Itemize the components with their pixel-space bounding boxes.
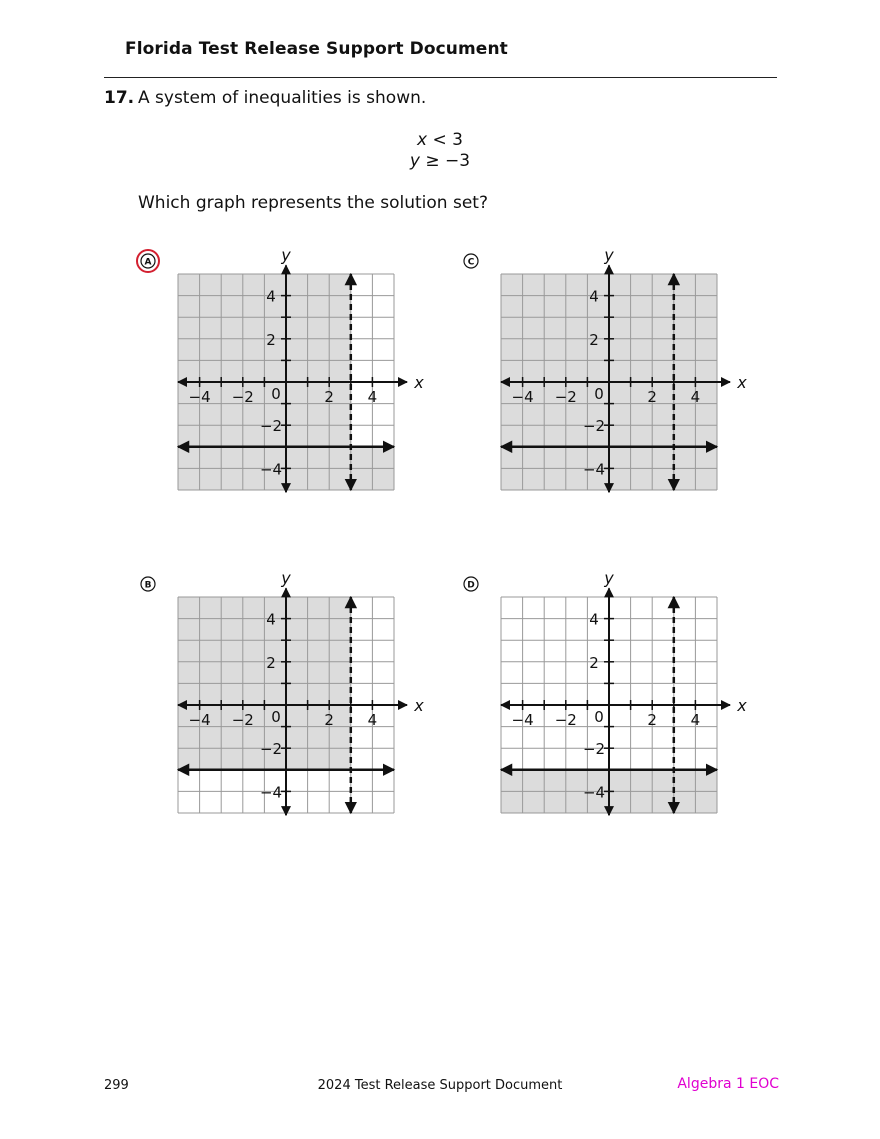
option-letter: C: [467, 257, 475, 268]
x-tick-label: 4: [367, 711, 378, 729]
origin-label: 0: [594, 385, 604, 403]
y-tick-label: 4: [266, 287, 276, 306]
x-tick-label: 4: [690, 388, 701, 406]
inequality-2-var: y: [409, 151, 420, 171]
y-tick-label: −2: [582, 740, 606, 759]
x-tick-label: −2: [554, 388, 577, 406]
option-letter: D: [467, 580, 475, 591]
footer-document-name: 2024 Test Release Support Document: [317, 1078, 563, 1093]
y-tick-label: 4: [589, 287, 599, 306]
origin-label: 0: [594, 708, 604, 726]
x-tick-label: −4: [511, 388, 534, 406]
footer-page-number: 299: [104, 1078, 129, 1093]
inequality-1-var: x: [417, 130, 428, 150]
coordinate-plane-a: [130, 244, 424, 514]
option-d-graph[interactable]: [453, 567, 747, 841]
question-text: A system of inequalities is shown.: [138, 88, 427, 108]
x-tick-label: 2: [647, 388, 657, 406]
x-axis-label: x: [737, 373, 747, 392]
option-letter: B: [144, 580, 152, 591]
coordinate-plane-c: [453, 244, 747, 514]
origin-label: 0: [271, 385, 281, 403]
coordinate-plane-d: [453, 567, 747, 837]
y-axis-label: y: [604, 245, 614, 265]
y-tick-label: −2: [259, 740, 283, 759]
x-tick-label: −4: [511, 711, 534, 729]
option-b-graph[interactable]: [130, 567, 424, 841]
x-tick-label: −2: [231, 711, 254, 729]
y-tick-label: 4: [266, 610, 276, 629]
y-tick-label: −4: [259, 783, 283, 802]
inequality-1-rest: < 3: [427, 130, 463, 150]
x-tick-label: 2: [324, 711, 334, 729]
y-tick-label: −2: [582, 417, 606, 436]
x-tick-label: −4: [188, 388, 211, 406]
y-tick-label: −4: [259, 460, 283, 479]
y-tick-label: −2: [259, 417, 283, 436]
x-tick-label: −2: [231, 388, 254, 406]
y-tick-label: 2: [266, 330, 276, 349]
y-axis-label: y: [604, 568, 614, 588]
x-tick-label: 4: [367, 388, 378, 406]
y-axis-label: y: [281, 245, 291, 265]
y-axis-label: y: [281, 568, 291, 588]
x-axis-label: x: [414, 373, 424, 392]
header-title: Florida Test Release Support Document: [125, 39, 508, 59]
inequality-2: [360, 151, 520, 171]
y-tick-label: 4: [589, 610, 599, 629]
question-prompt: Which graph represents the solution set?: [138, 193, 488, 213]
x-tick-label: 2: [647, 711, 657, 729]
inequality-1: [360, 130, 520, 150]
question-number: 17.: [104, 88, 135, 108]
y-tick-label: −4: [582, 460, 606, 479]
option-a-graph[interactable]: [130, 244, 424, 518]
footer-course: Algebra 1 EOC: [677, 1076, 779, 1092]
y-tick-label: −4: [582, 783, 606, 802]
option-letter: A: [144, 257, 152, 268]
y-tick-label: 2: [266, 653, 276, 672]
inequality-2-rest: ≥ −3: [419, 151, 471, 171]
x-tick-label: −4: [188, 711, 211, 729]
coordinate-plane-b: [130, 567, 424, 837]
x-tick-label: 2: [324, 388, 334, 406]
x-tick-label: −2: [554, 711, 577, 729]
x-axis-label: x: [414, 696, 424, 715]
x-axis-label: x: [737, 696, 747, 715]
y-tick-label: 2: [589, 653, 599, 672]
x-tick-label: 4: [690, 711, 701, 729]
origin-label: 0: [271, 708, 281, 726]
y-tick-label: 2: [589, 330, 599, 349]
header-rule: [104, 77, 777, 78]
option-c-graph[interactable]: [453, 244, 747, 518]
